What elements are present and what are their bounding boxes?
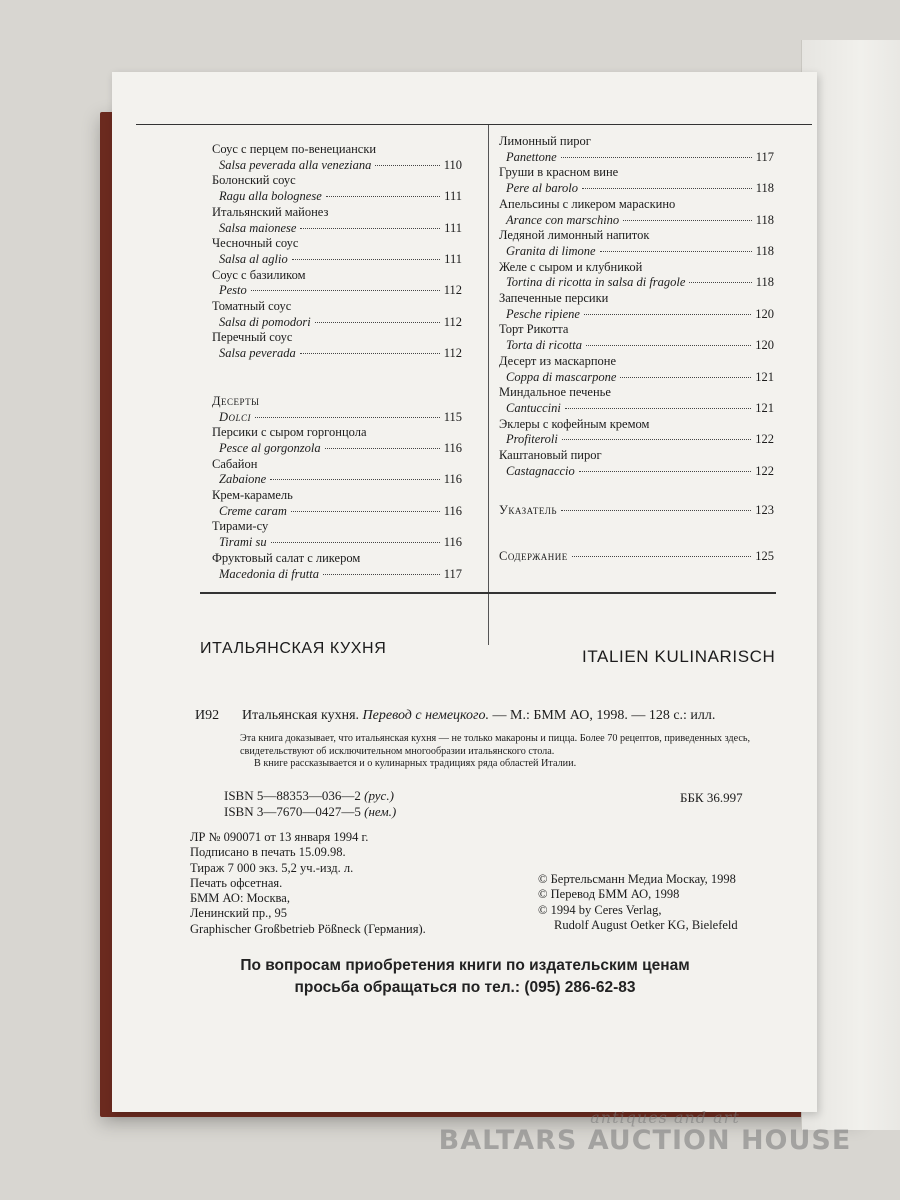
toc-page-number: 111 [444, 189, 462, 204]
toc-entry [499, 322, 774, 353]
toc-entry [212, 205, 462, 236]
toc-entry [212, 142, 462, 173]
toc-russian-title: Итальянский майонез [212, 204, 329, 219]
toc-entry [499, 417, 774, 448]
toc-russian-title: Десерт из маскарпоне [499, 353, 616, 368]
toc-italian-line [499, 244, 774, 260]
catalog-main: Итальянская кухня. [242, 708, 360, 723]
toc-dot-leader [623, 220, 752, 221]
toc-dot-leader [300, 353, 440, 354]
toc-page-number: 122 [755, 432, 774, 447]
toc-italian-title: Salsa peverada alla veneziana [219, 157, 372, 172]
toc-italian-line [499, 181, 774, 197]
toc-russian-title: Груши в красном вине [499, 165, 619, 180]
catalog-subtitle: Перевод с немецкого. [362, 708, 490, 723]
toc-italian-title: Torta di ricotta [506, 338, 582, 353]
toc-page-number: 120 [755, 338, 774, 353]
toc-russian-title: Апельсины с ликером мараскино [499, 196, 676, 211]
copyright-line: © Перевод БММ АО, 1998 [538, 887, 680, 902]
isbn-number: ISBN 3—7670—0427—5 [224, 804, 361, 819]
toc-right-desserts [499, 134, 774, 479]
toc-italian-title: Salsa peverada [219, 346, 296, 361]
isbn-german [224, 804, 396, 820]
toc-entry [499, 260, 774, 291]
toc-italian-line [212, 504, 462, 520]
toc-page-number: 111 [444, 220, 462, 235]
toc-page-number: 116 [443, 535, 462, 550]
isbn-number: ISBN 5—88353—036—2 [224, 788, 361, 803]
toc-italian-line [212, 441, 462, 457]
toc-italian-line [212, 315, 462, 331]
toc-page-number: 117 [755, 149, 774, 164]
toc-italian-title: Macedonia di frutta [219, 566, 319, 581]
copyright-block [538, 872, 738, 933]
toc-italian-line [499, 307, 774, 323]
toc-italian-title: Creme caram [219, 503, 287, 518]
toc-italian-line [212, 567, 462, 583]
toc-end-label: Указатель [499, 503, 557, 518]
toc-bottom-rule [200, 592, 776, 594]
toc-dot-leader [291, 511, 440, 512]
toc-entry [212, 268, 462, 299]
toc-russian-title: Крем-карамель [212, 488, 293, 503]
catalog-entry [242, 708, 715, 724]
toc-italian-line [499, 338, 774, 354]
toc-page-number: 116 [443, 440, 462, 455]
toc-italian-title: Granita di limone [506, 243, 596, 258]
imprint-block [190, 830, 426, 937]
toc-italian-line [499, 275, 774, 291]
toc-italian-line [212, 535, 462, 551]
toc-italian-title: Coppa di mascarpone [506, 369, 617, 384]
toc-italian-title: Tortina di ricotta in salsa di fragole [506, 275, 686, 290]
toc-page-number: 112 [443, 283, 462, 298]
annotation-paragraph: В книге рассказывается и о кулинарных традициях ряда областей Италии. [254, 758, 577, 769]
isbn-lang: (нем.) [364, 804, 397, 819]
imprint-line: Подписано в печать 15.09.98. [190, 845, 346, 860]
toc-dot-leader [586, 345, 751, 346]
toc-russian-title: Торт Рикотта [499, 322, 569, 337]
toc-end-entry [499, 549, 774, 565]
top-rule [136, 124, 812, 125]
toc-italian-line [499, 213, 774, 229]
purchase-info [200, 955, 730, 999]
annotation-paragraph: Эта книга доказывает, что итальянская кухня — не только макароны и пицца. Более 70 рецептов, приведенных здесь, свидетельствуют об исключительном многообразии итальянского стола. [240, 733, 751, 757]
imprint-line: БММ АО: Москва, [190, 891, 290, 906]
toc-russian-title: Чесночный соус [212, 236, 299, 251]
toc-russian-title: Эклеры с кофейным кремом [499, 416, 650, 431]
toc-italian-line [499, 432, 774, 448]
toc-left-sauces [212, 142, 462, 362]
toc-dot-leader [300, 228, 440, 229]
catalog-rest: — М.: БММ АО, 1998. — 128 с.: илл. [492, 708, 716, 723]
toc-entry [499, 228, 774, 259]
copyright-line: Rudolf August Oetker KG, Bielefeld [554, 917, 738, 932]
toc-page-number: 116 [443, 503, 462, 518]
toc-page-number: 125 [755, 549, 774, 564]
toc-dot-leader [323, 574, 440, 575]
toc-entry [212, 236, 462, 267]
toc-dot-leader [584, 314, 751, 315]
toc-russian-title: Миндальное печенье [499, 385, 611, 400]
purchase-line: просьба обращаться по тел.: (095) 286-62-83 [294, 979, 636, 996]
toc-dot-leader [579, 471, 752, 472]
toc-russian-title: Томатный соус [212, 299, 292, 314]
toc-dot-leader [270, 479, 439, 480]
toc-page-number: 118 [755, 181, 774, 196]
toc-entry [212, 394, 462, 425]
toc-russian-title: Соус с базиликом [212, 267, 306, 282]
toc-dot-leader [561, 510, 751, 511]
toc-dot-leader [326, 196, 440, 197]
toc-italian-line [212, 252, 462, 268]
imprint-line: ЛР № 090071 от 13 января 1994 г. [190, 830, 369, 844]
toc-page-number: 118 [755, 275, 774, 290]
toc-russian-title: Каштановый пирог [499, 448, 602, 463]
toc-page-number: 116 [443, 472, 462, 487]
title-russian: ИТАЛЬЯНСКАЯ КУХНЯ [200, 640, 387, 657]
toc-dot-leader [325, 448, 440, 449]
toc-right-end [499, 503, 774, 564]
title-german: ITALIEN KULINARISCH [582, 647, 776, 666]
toc-page-number: 123 [755, 503, 774, 518]
toc-entry [212, 457, 462, 488]
toc-russian-title: Лимонный пирог [499, 134, 591, 148]
toc-italian-title: Pesto [219, 283, 247, 298]
toc-entry [499, 291, 774, 322]
toc-italian-title: Salsa maionese [219, 220, 297, 235]
toc-dot-leader [561, 157, 752, 158]
toc-dot-leader [562, 439, 751, 440]
toc-italian-line [212, 189, 462, 205]
toc-italian-line [499, 464, 774, 480]
toc-end-entry [499, 503, 774, 519]
toc-italian-line [499, 370, 774, 386]
toc-italian-title: Castagnaccio [506, 463, 575, 478]
toc-entry [212, 519, 462, 550]
isbn-lang: (рус.) [364, 788, 394, 803]
toc-italian-title: Zabaione [219, 472, 267, 487]
toc-italian-line [212, 221, 462, 237]
column-divider [488, 125, 489, 645]
bbk-code: ББК 36.997 [680, 790, 743, 805]
toc-italian-title: Salsa di pomodori [219, 314, 311, 329]
toc-italian-title: Pere al barolo [506, 181, 578, 196]
toc-russian-title: Соус с перцем по-венециански [212, 142, 377, 156]
toc-page-number: 120 [755, 306, 774, 321]
purchase-line: По вопросам приобретения книги по издательским ценам [240, 957, 690, 974]
toc-entry [499, 197, 774, 228]
toc-end-label: Содержание [499, 549, 568, 564]
isbn-russian [224, 788, 394, 804]
toc-page-number: 118 [755, 243, 774, 258]
toc-entry [212, 488, 462, 519]
toc-page-number: 115 [443, 409, 462, 424]
toc-italian-title: Cantuccini [506, 400, 561, 415]
toc-italian-line [212, 410, 462, 426]
toc-entry [212, 173, 462, 204]
toc-italian-line [212, 283, 462, 299]
toc-dot-leader [600, 251, 752, 252]
watermark-tagline: antiques and art [590, 1108, 740, 1127]
toc-entry [499, 448, 774, 479]
toc-italian-title: Pesche ripiene [506, 306, 580, 321]
toc-russian-title: Ледяной лимонный напиток [499, 228, 650, 243]
toc-dot-leader [620, 377, 751, 378]
toc-dot-leader [251, 290, 440, 291]
copyright-line: © Бертельсманн Медиа Москау, 1998 [538, 872, 736, 886]
toc-dot-leader [572, 556, 751, 557]
toc-russian-title: Болонский соус [212, 173, 296, 188]
toc-italian-title: Dolci [219, 409, 252, 424]
toc-italian-line [212, 158, 462, 174]
toc-dot-leader [271, 542, 440, 543]
auction-watermark [420, 1108, 870, 1156]
toc-italian-line [499, 401, 774, 417]
toc-entry [212, 551, 462, 582]
toc-entry [212, 330, 462, 361]
annotation [240, 733, 770, 771]
toc-page-number: 110 [443, 157, 462, 172]
toc-italian-line [499, 150, 774, 166]
toc-russian-title: Тирами-су [212, 519, 269, 534]
toc-dot-leader [689, 282, 751, 283]
toc-dot-leader [565, 408, 751, 409]
toc-italian-title: Arance con marschino [506, 212, 620, 227]
toc-entry [499, 354, 774, 385]
toc-page-number: 117 [443, 566, 462, 581]
imprint-line: Тираж 7 000 экз. 5,2 уч.-изд. л. [190, 860, 354, 875]
toc-russian-title: Перечный соус [212, 330, 293, 345]
toc-italian-title: Salsa al aglio [219, 251, 288, 266]
toc-entry [499, 165, 774, 196]
toc-page-number: 112 [443, 314, 462, 329]
toc-italian-title: Tirami su [219, 535, 267, 550]
toc-page-number: 121 [755, 400, 774, 415]
imprint-line: Graphischer Großbetrieb Pößneck (Германия). [190, 921, 426, 936]
toc-left-column [212, 142, 462, 582]
copyright-line: © 1994 by Ceres Verlag, [538, 902, 662, 917]
imprint-line: Печать офсетная. [190, 875, 283, 890]
toc-russian-title: Запеченные персики [499, 291, 609, 306]
toc-dot-leader [375, 165, 439, 166]
catalog-code: И92 [195, 708, 220, 723]
toc-left-desserts [212, 394, 462, 582]
toc-italian-line [212, 346, 462, 362]
toc-entry [499, 134, 774, 165]
toc-entry [499, 385, 774, 416]
toc-italian-line [212, 472, 462, 488]
toc-dot-leader [255, 417, 440, 418]
toc-italian-title: Profiteroli [506, 432, 558, 447]
imprint-line: Ленинский пр., 95 [190, 906, 287, 921]
watermark-name: BALTARS AUCTION HOUSE [438, 1125, 852, 1156]
toc-right-column [499, 134, 774, 565]
toc-page-number: 122 [755, 463, 774, 478]
toc-entry [212, 425, 462, 456]
toc-russian-title: Желе с сыром и клубникой [499, 259, 643, 274]
toc-russian-title: Персики с сыром горгонцола [212, 425, 367, 440]
toc-dot-leader [292, 259, 440, 260]
toc-dot-leader [315, 322, 440, 323]
toc-russian-title: Фруктовый салат с ликером [212, 550, 361, 565]
toc-page-number: 111 [444, 251, 462, 266]
toc-italian-title: Ragu alla bolognese [219, 189, 322, 204]
toc-russian-title: Сабайон [212, 456, 258, 471]
toc-page-number: 118 [755, 212, 774, 227]
toc-italian-title: Pesce al gorgonzola [219, 440, 321, 455]
toc-section-heading: Десерты [212, 393, 260, 408]
toc-page-number: 112 [443, 346, 462, 361]
toc-page-number: 121 [755, 369, 774, 384]
toc-italian-title: Panettone [506, 149, 557, 164]
toc-dot-leader [582, 188, 752, 189]
toc-entry [212, 299, 462, 330]
